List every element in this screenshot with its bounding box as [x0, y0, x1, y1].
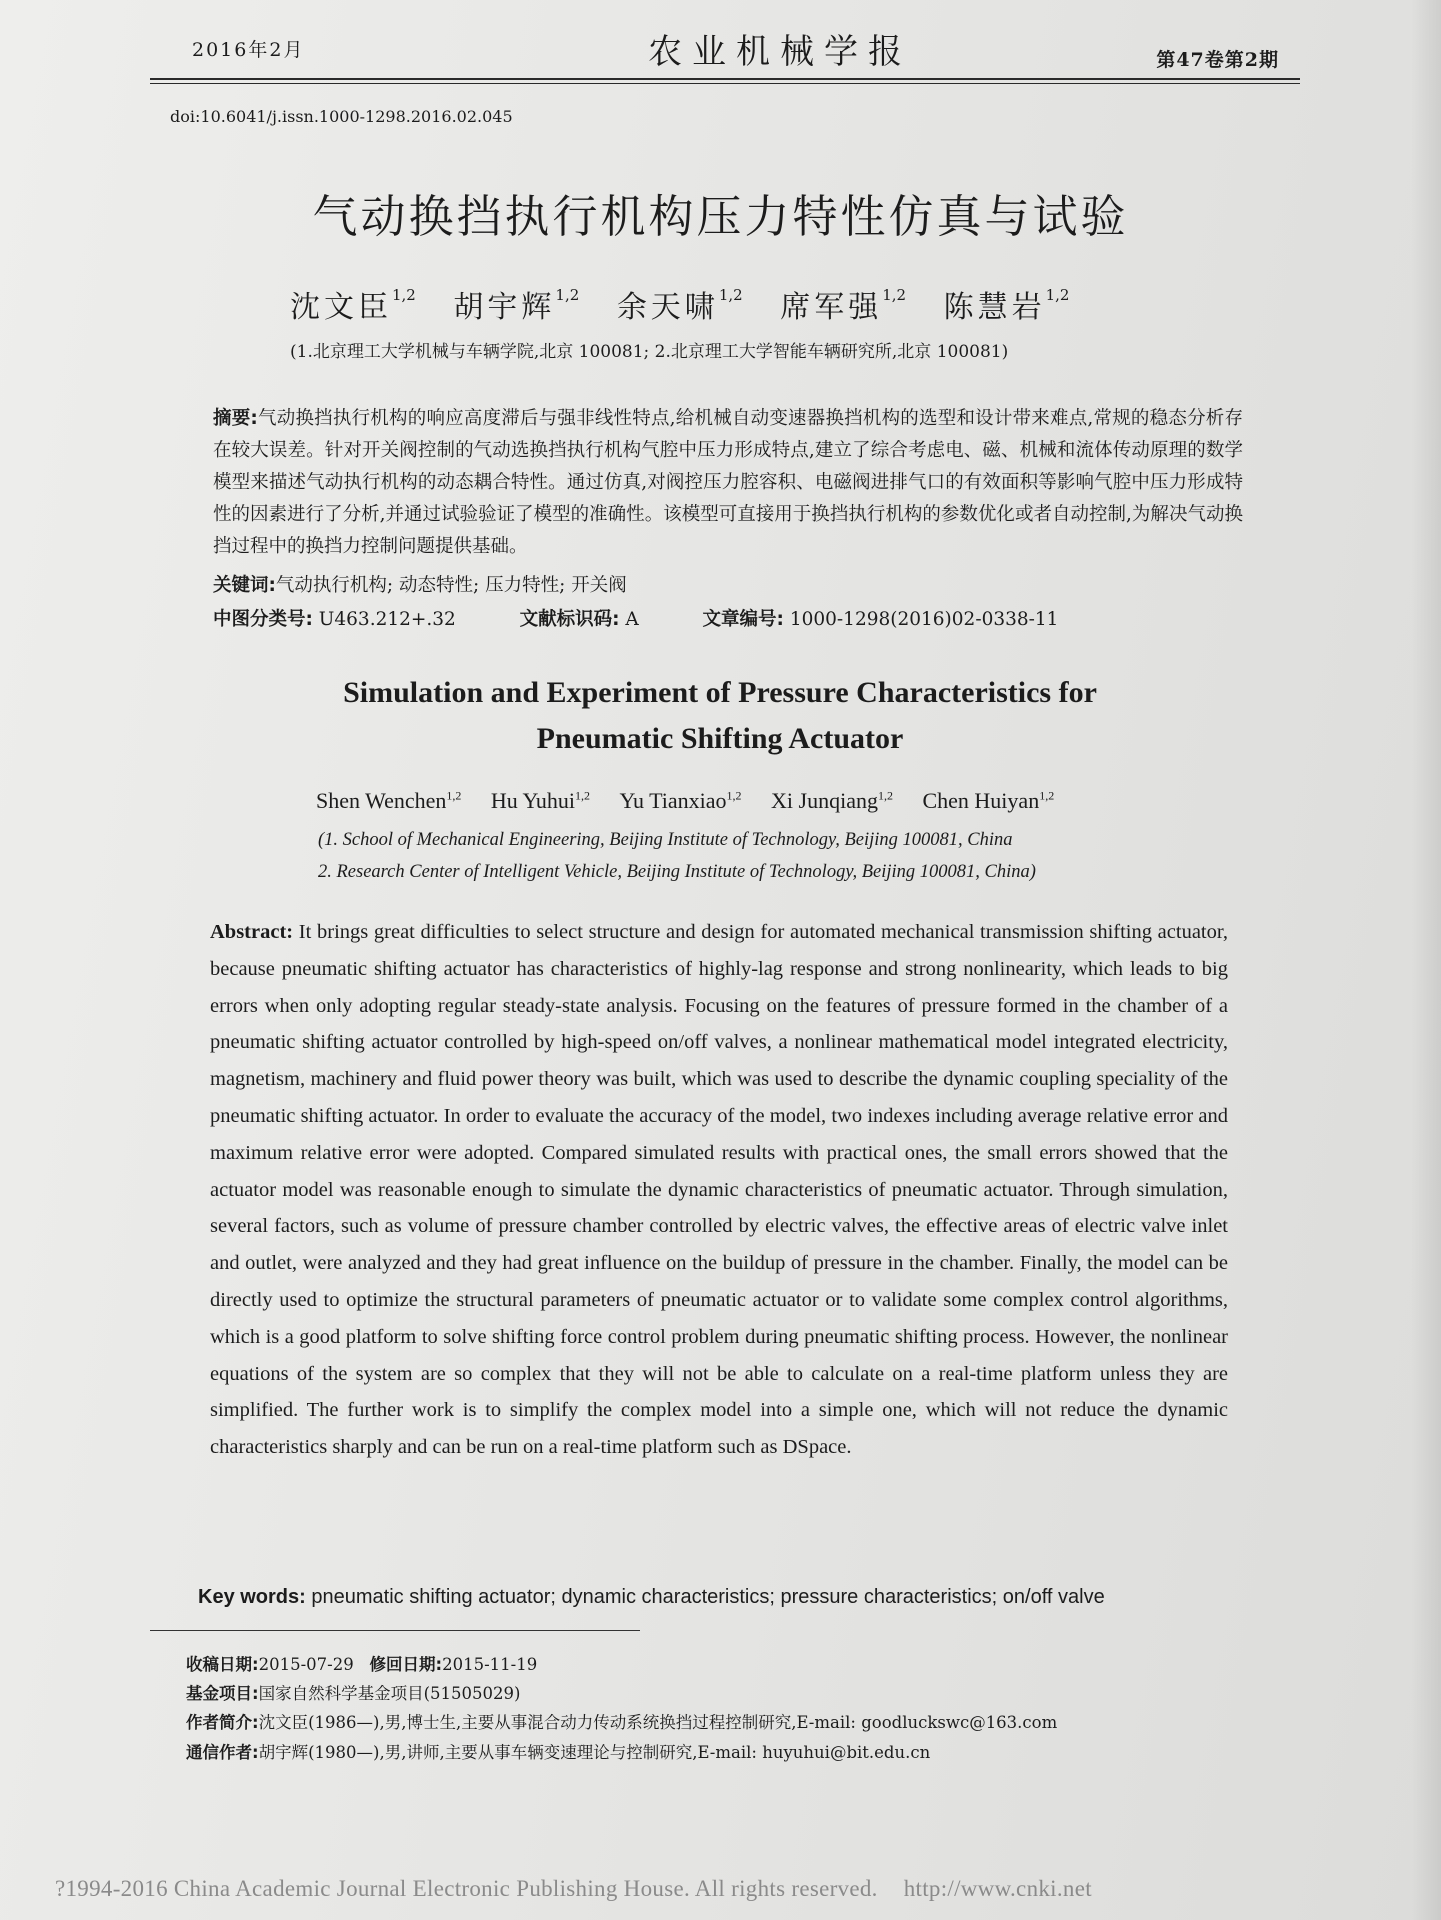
author-en-sup: 1,2 — [726, 788, 742, 803]
header-rule — [150, 78, 1300, 84]
received-value: 2015-07-29 — [258, 1655, 354, 1674]
keywords-en-text: pneumatic shifting actuator; dynamic characteristics; pressure characteristics; on/off valve — [311, 1586, 1105, 1608]
keywords-cn-text: 气动执行机构; 动态特性; 压力特性; 开关阀 — [275, 575, 627, 596]
author-en-sup: 1,2 — [877, 788, 893, 803]
author-cn-name: 余天啸 — [616, 290, 719, 325]
title-english — [240, 670, 1200, 762]
article-number-label: 文章编号: — [702, 609, 784, 630]
abstract-cn-label: 摘要: — [213, 408, 258, 429]
author-en-sup: 1,2 — [575, 788, 591, 803]
abstract-chinese — [213, 403, 1243, 563]
received-label: 收稿日期: — [186, 1655, 259, 1674]
footnote-rule — [150, 1630, 640, 1631]
title-en-line1: Simulation and Experiment of Pressure Characteristics for — [343, 676, 1097, 709]
article-number-value: 1000-1298(2016)02-0338-11 — [789, 609, 1059, 630]
affiliation-english-2: 2. Research Center of Intelligent Vehicle, Beijing Institute of Technology, Beijing 100081, China) — [318, 862, 1036, 882]
author-en-sup: 1,2 — [1039, 788, 1055, 803]
title-chinese: 气动换挡执行机构压力特性仿真与试验 — [312, 190, 1129, 243]
author-cn-name: 席军强 — [780, 290, 883, 325]
doi: doi:10.6041/j.issn.1000-1298.2016.02.045 — [170, 107, 513, 126]
corresponding-value: 胡宇辉(1980—),男,讲师,主要从事车辆变速理论与控制研究,E-mail: huyuhui@bit.edu.cn — [258, 1743, 931, 1762]
header-volume: 第47卷第2期 — [1156, 49, 1279, 71]
author-cn-sup: 1,2 — [555, 286, 580, 304]
doc-code-value: A — [625, 609, 639, 630]
author-cn-sup: 1,2 — [718, 286, 743, 304]
copyright-watermark — [55, 1876, 1355, 1902]
keywords-cn-label: 关键词: — [213, 575, 276, 596]
abstract-english — [210, 914, 1228, 1466]
authors-english — [316, 788, 1216, 814]
author-en-name: Yu Tianxiao — [619, 788, 727, 813]
fund-value: 国家自然科学基金项目(51505029) — [258, 1684, 521, 1703]
keywords-english — [198, 1586, 1238, 1609]
author-en — [620, 788, 742, 814]
affiliation-english-1: (1. School of Mechanical Engineering, Beijing Institute of Technology, Beijing 100081, China — [318, 830, 1013, 850]
footnote-author — [186, 1709, 1186, 1737]
author-cn — [617, 282, 743, 326]
watermark-text: ?1994-2016 China Academic Journal Electronic Publishing House. All rights reserved. — [55, 1876, 878, 1901]
author-cn-name: 沈文臣 — [290, 290, 392, 325]
footnote-corresponding — [186, 1739, 1186, 1767]
footnote-dates — [186, 1651, 1186, 1679]
author-en-name: Hu Yuhui — [490, 788, 576, 813]
clc-value: U463.212+.32 — [318, 609, 456, 630]
author-en — [316, 788, 461, 814]
footnote-fund — [186, 1680, 1186, 1708]
title-en-line2: Pneumatic Shifting Actuator — [536, 722, 904, 755]
watermark-url: http://www.cnki.net — [903, 1876, 1092, 1901]
author-en-sup: 1,2 — [446, 788, 462, 803]
author-cn — [944, 282, 1070, 326]
author-en — [491, 788, 590, 814]
fund-label: 基金项目: — [186, 1684, 259, 1703]
revised-value: 2015-11-19 — [442, 1655, 538, 1674]
author-bio-value: 沈文臣(1986—),男,博士生,主要从事混合动力传动系统换挡过程控制研究,E-mail: goodluckswc@163.com — [258, 1713, 1058, 1732]
revised-label: 修回日期: — [369, 1655, 443, 1674]
doc-code-label: 文献标识码: — [519, 609, 620, 630]
author-en — [771, 788, 893, 814]
author-cn-sup: 1,2 — [882, 286, 907, 304]
author-cn-sup: 1,2 — [1045, 286, 1070, 304]
author-cn — [290, 282, 416, 326]
header-journal-name: 农业机械学报 — [648, 32, 912, 72]
author-cn-sup: 1,2 — [392, 286, 416, 304]
author-en-name: Shen Wenchen — [316, 788, 447, 813]
author-cn-name: 陈慧岩 — [943, 290, 1046, 325]
author-en-name: Xi Junqiang — [771, 788, 878, 813]
author-en-name: Chen Huiyan — [922, 788, 1040, 813]
corresponding-label: 通信作者: — [186, 1743, 259, 1762]
authors-chinese — [290, 282, 1190, 326]
abstract-en-label: Abstract: — [210, 921, 294, 943]
classification-line — [213, 604, 1243, 636]
abstract-cn-text: 气动换挡执行机构的响应高度滞后与强非线性特点,给机械自动变速器换挡机构的选型和设计带来难点,常规的稳态分析存在较大误差。针对开关阀控制的气动选换挡执行机构气腔中压力形成特点,建立了综合考虑电、磁、机械和流体传动原理的数学模型来描述气动执行机构的动态耦合特性。通过仿真,对阀控压力腔容积、电磁阀进排气口的有效面积等影响气腔中压力形成特性的因素进行了分析,并通过试验验证了模型的准确性。该模型可直接用于换挡执行机构的参数优化或者自动控制,为解决气动换挡过程中的换挡力控制问题提供基础。 — [213, 408, 1243, 557]
page-shadow — [1411, 0, 1441, 1920]
author-bio-label: 作者简介: — [186, 1713, 259, 1732]
author-en — [922, 788, 1054, 814]
affiliation-chinese: (1.北京理工大学机械与车辆学院,北京 100081; 2.北京理工大学智能车辆研究所,北京 100081) — [290, 342, 1009, 362]
author-cn — [453, 282, 579, 326]
clc-label: 中图分类号: — [213, 609, 313, 630]
author-cn-name: 胡宇辉 — [453, 290, 556, 325]
keywords-chinese — [213, 570, 1243, 602]
header-date: 2016年2月 — [192, 39, 305, 61]
keywords-en-label: Key words: — [198, 1586, 306, 1608]
abstract-en-text: It brings great difficulties to select structure and design for automated mechanical transmission shifting actuator, because pneumatic shifting actuator has characteristics of highly-lag response and strong nonlinearity, which leads to big errors when only adopting regular steady-state analysis. Focusing on the features of pressure formed in the chamber of a pneumatic shifting actuator controlled by high-speed on/off valves, a nonlinear mathematical model integrated electricity, magnetism, machinery and fluid power theory was built, which was used to describe the dynamic coupling speciality of the pneumatic shifting actuator. In order to evaluate the accuracy of the model, two indexes including average relative error and maximum relative error were adopted. Compared simulated results with practical ones, the small errors showed that the actuator model was reasonable enough to simulate the dynamic characteristics of pneumatic actuator. Through simulation, several factors, such as volume of pressure chamber controlled by electric valves, the effective areas of electric valve inlet and outlet, were analyzed and they had great influence on the buildup of pressure in the chamber. Finally, the model can be directly used to optimize the structural parameters of pneumatic actuator or to validate some complex control algorithms, which is a good platform to solve shifting force control problem during pneumatic shifting process. However, the nonlinear equations of the system are so complex that they will not be able to calculate on a real-time platform unless they are simplified. The further work is to simplify the complex model into a simple one, which will not reduce the dynamic characteristics sharply and can be run on a real-time platform such as DSpace. — [210, 921, 1228, 1459]
author-cn — [780, 282, 906, 326]
